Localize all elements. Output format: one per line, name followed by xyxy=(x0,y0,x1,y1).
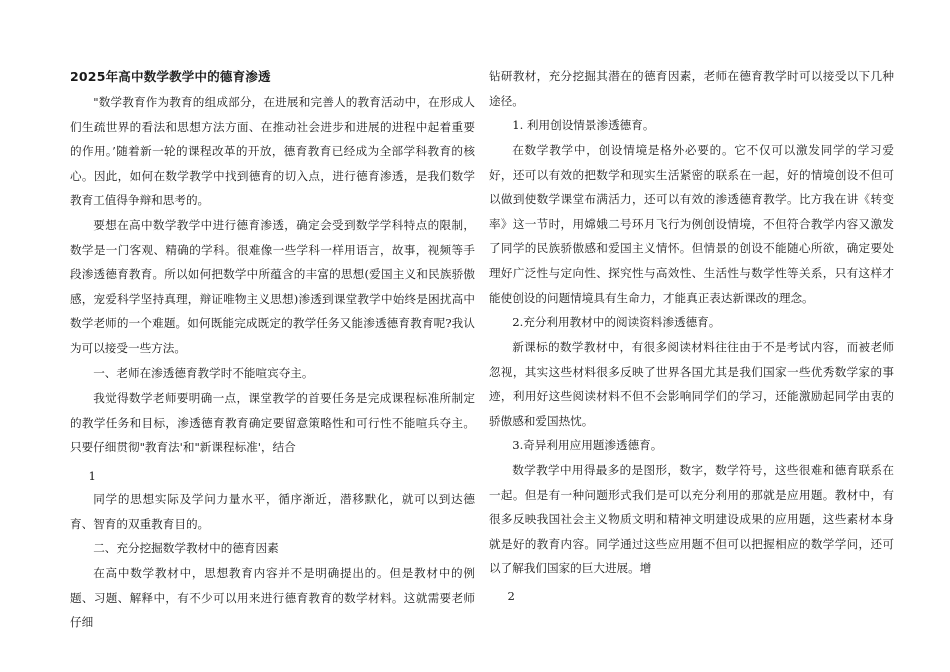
paragraph-word-problems: 数学教学中用得最多的是图形，数字，数学符号，这些很难和德育联系在一起。但是有一种问题形式我们是可以充分利用的那就是应用题。教材中，有很多反映我国社会主义物质文明和精神文明建设成果的应用题，这些素材本身就是好的教育内容。同学通过这些应用题不但可以把握相应的数学学问，还可以了解我们国家的巨大进展。增 xyxy=(489,463,894,576)
paragraph-continuation: 钻研教材，充分挖掘其潜在的德育因素，老师在德育教学时可以接受以下几种途径。 xyxy=(489,69,894,108)
paragraph-intro: "数学教育作为教育的组成部分，在进展和完善人的教育活动中，在形成人们生疏世界的看法和思想方法方面、在推动社会进步和进展的进程中起着重要的作用。’随着新一轮的课程改革的开放，德育教育已经成为全部学科教育的核心。因此，如何在数学教学中找到德育的切入点，进行德育渗透，是我们数学教育工值得争辩和思考的。 xyxy=(70,95,475,208)
paragraph-textbook-factors: 在高中数学教材中，思想教育内容并不是明确提出的。但是教材中的例题、习题、解释中，有不少可以用来进行德育教育的数学材料。这就需要老师仔细 xyxy=(70,566,475,630)
paragraph-situation: 在数学教学中，创设情境是格外必要的。它不仅可以激发同学的学习爱好，还可以有效的把数学和现实生活紧密的联系在一起，好的情境创设不但可以做到使数学课堂布满活力，还可以有效的渗透德育教学。比方我在讲《转变率》这一节时，用嫦娥二号环月飞行为例创设情境，不但符合教学内容又激发了同学的民族骄傲感和爱国主义情怀。但情景的创设不能随心所欲，确定要处理好广泛性与定向性、探究性与高效性、生活性与数学性等关系，只有这样才能使创设的问题情境具有生命力，才能真正表达新课改的理念。 xyxy=(489,143,894,305)
subsection-heading-1: 1. 利用创设情景渗透德育。 xyxy=(512,118,655,132)
subsection-heading-2: 2.充分利用教材中的阅读资料渗透德育。 xyxy=(512,315,721,329)
section-heading-2: 二、充分挖掘数学教材中的德育因素 xyxy=(93,541,279,555)
page-number-2: 2 xyxy=(507,589,515,603)
subsection-heading-3: 3.奇异利用应用题渗透德育。 xyxy=(512,438,663,452)
paragraph-reading-materials: 新课标的数学教材中，有很多阅读材料往往由于不是考试内容，而被老师忽视，其实这些材料很多反映了世界各国尤其是我们国家一些优秀数学家的事迹，利用好这些阅读材料不但不会影响同学们的学习，还能激励起同学由衷的骄傲感和爱国热忱。 xyxy=(489,340,894,428)
paragraph-student-level: 同学的思想实际及学问力量水平，循序渐近，潜移默化，就可以到达德育、智育的双重教育目的。 xyxy=(70,492,475,531)
section-heading-1: 一、老师在渗透德育教学时不能喧宾夺主。 xyxy=(93,366,314,380)
page-number-1: 1 xyxy=(88,469,96,483)
paragraph-teaching-task: 我觉得数学老师要明确一点，课堂教学的首要任务是完成课程标准所制定的教学任务和目标，渗透德育教育确定要留意策略性和可行性不能喧兵夺主。只要仔细贯彻"教育法'和"新课程标准'，结合 xyxy=(70,391,475,455)
document-title: 2025年高中数学教学中的德育渗透 xyxy=(70,69,271,84)
paragraph-difficulty: 要想在高中数学教学中进行德育渗透，确定会受到数学学科特点的限制，数学是一门客观、精确的学科。很难像一些学科一样用语言，故事，视频等手段渗透德育教育。所以如何把数学中所蕴含的丰富的思想(爱国主义和民族骄傲感，宠爱科学坚持真理，辩证唯物主义思想)渗透到课堂教学中始终是困扰高中数学老师的一个难题。如何既能完成既定的教学任务又能渗透德育教育呢?我认为可以接受一些方法。 xyxy=(70,218,475,355)
